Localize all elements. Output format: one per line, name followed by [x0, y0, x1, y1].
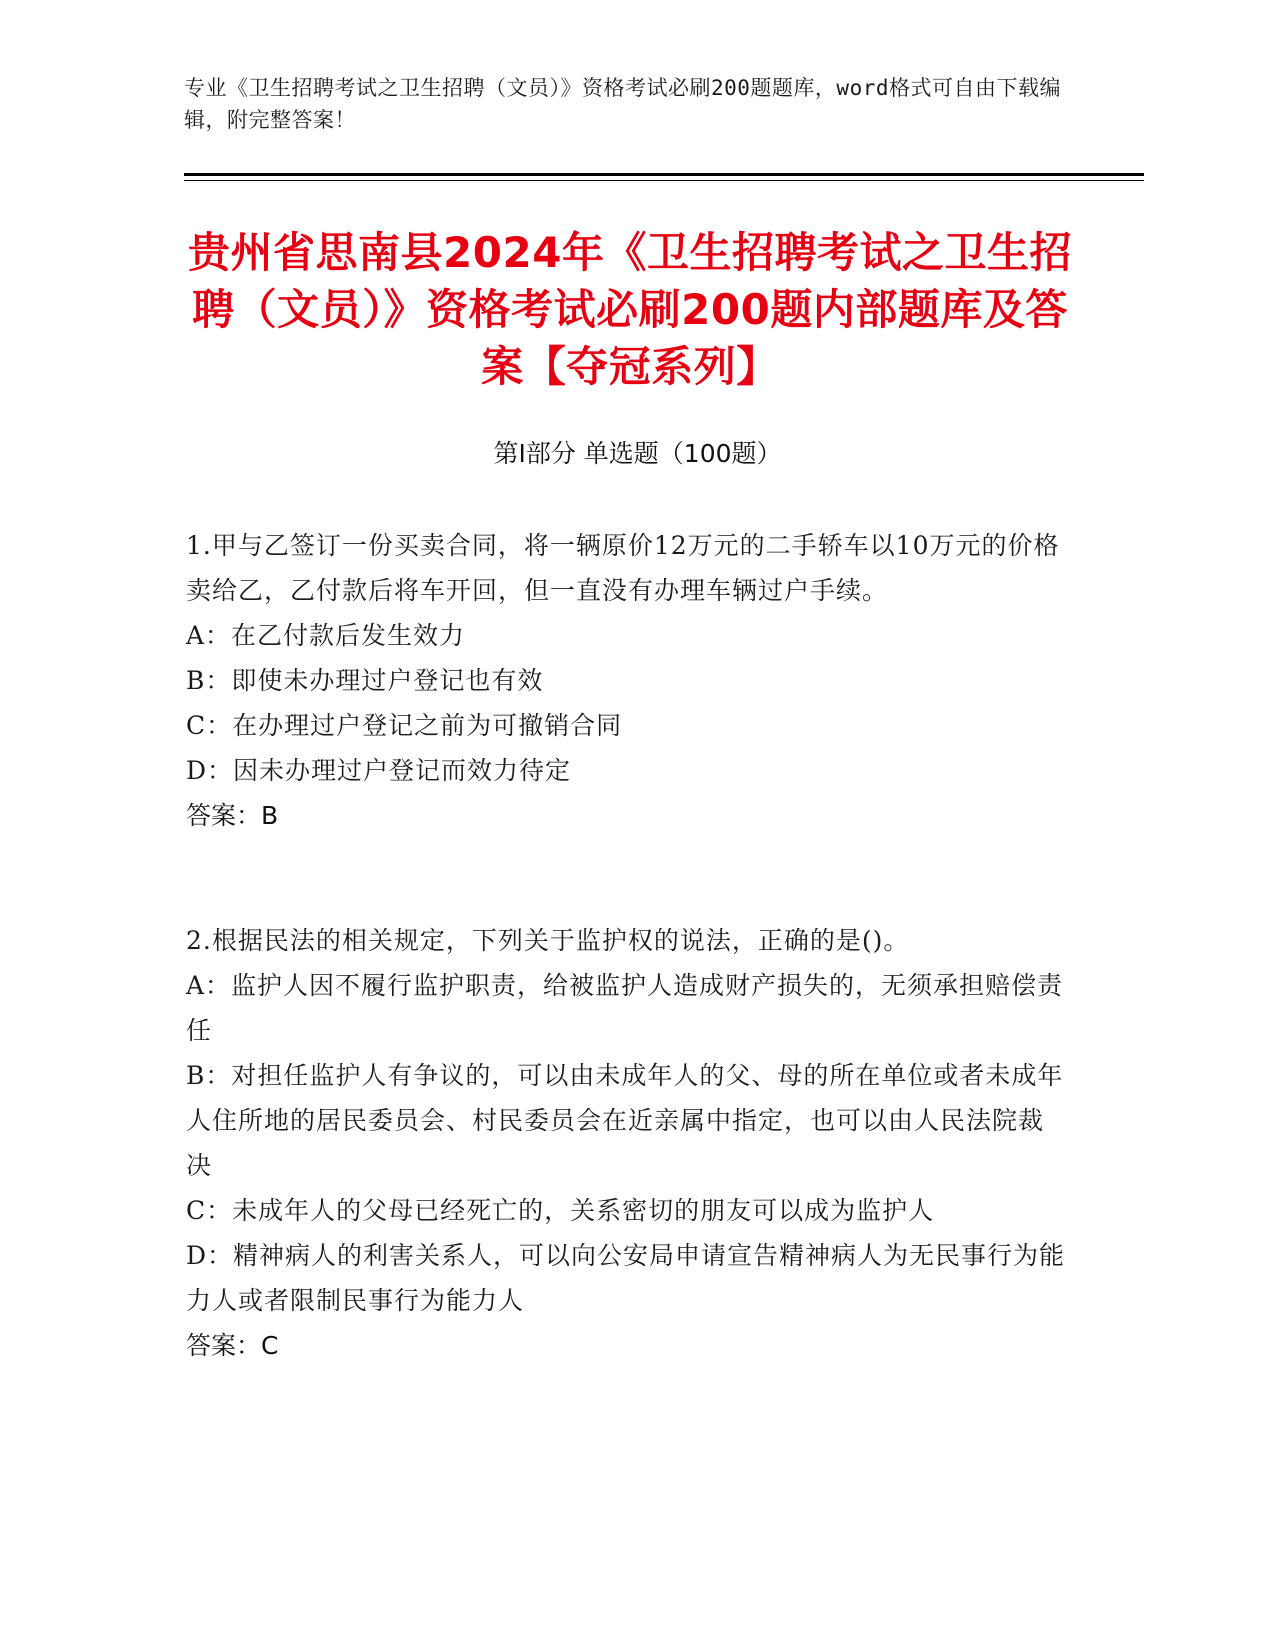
- option-b: B：对担任监护人有争议的，可以由未成年人的父、母的所在单位或者未成年人住所地的居民委员会、村民委员会在近亲属中指定，也可以由人民法院裁决: [186, 1061, 1064, 1180]
- header-rule-thick: [184, 173, 1144, 176]
- option-c: C：在办理过户登记之前为可撤销合同: [186, 711, 623, 740]
- header-note: 专业《卫生招聘考试之卫生招聘（文员）》资格考试必刷200题题库，word格式可自由下载编辑，附完整答案！: [184, 76, 1061, 132]
- option-d: D：因未办理过户登记而效力待定: [186, 756, 572, 785]
- question-1: [186, 523, 1066, 838]
- section-title: 第Ⅰ部分 单选题（100题）: [493, 439, 782, 468]
- option-d: D：精神病人的利害关系人，可以向公安局申请宣告精神病人为无民事行为能力人或者限制民事行为能力人: [186, 1241, 1066, 1315]
- question-stem: 1.甲与乙签订一份买卖合同，将一辆原价12万元的二手轿车以10万元的价格卖给乙，乙付款后将车开回，但一直没有办理车辆过户手续。: [186, 531, 1060, 605]
- question-2: [186, 918, 1066, 1368]
- option-c: C：未成年人的父母已经死亡的，关系密切的朋友可以成为监护人: [186, 1196, 935, 1225]
- option-b: B：即使未办理过户登记也有效: [186, 666, 544, 695]
- answer: 答案：C: [186, 1331, 279, 1360]
- option-a: A：在乙付款后发生效力: [186, 621, 466, 650]
- answer: 答案：B: [186, 801, 279, 830]
- option-a: A：监护人因不履行监护职责，给被监护人造成财产损失的，无须承担赔偿责任: [186, 971, 1064, 1045]
- header-rule-thin: [184, 180, 1144, 181]
- document-title: 贵州省思南县2024年《卫生招聘考试之卫生招聘（文员）》资格考试必刷200题内部题库及答案【夺冠系列】: [188, 228, 1072, 391]
- question-stem: 2.根据民法的相关规定，下列关于监护权的说法，正确的是()。: [186, 926, 910, 955]
